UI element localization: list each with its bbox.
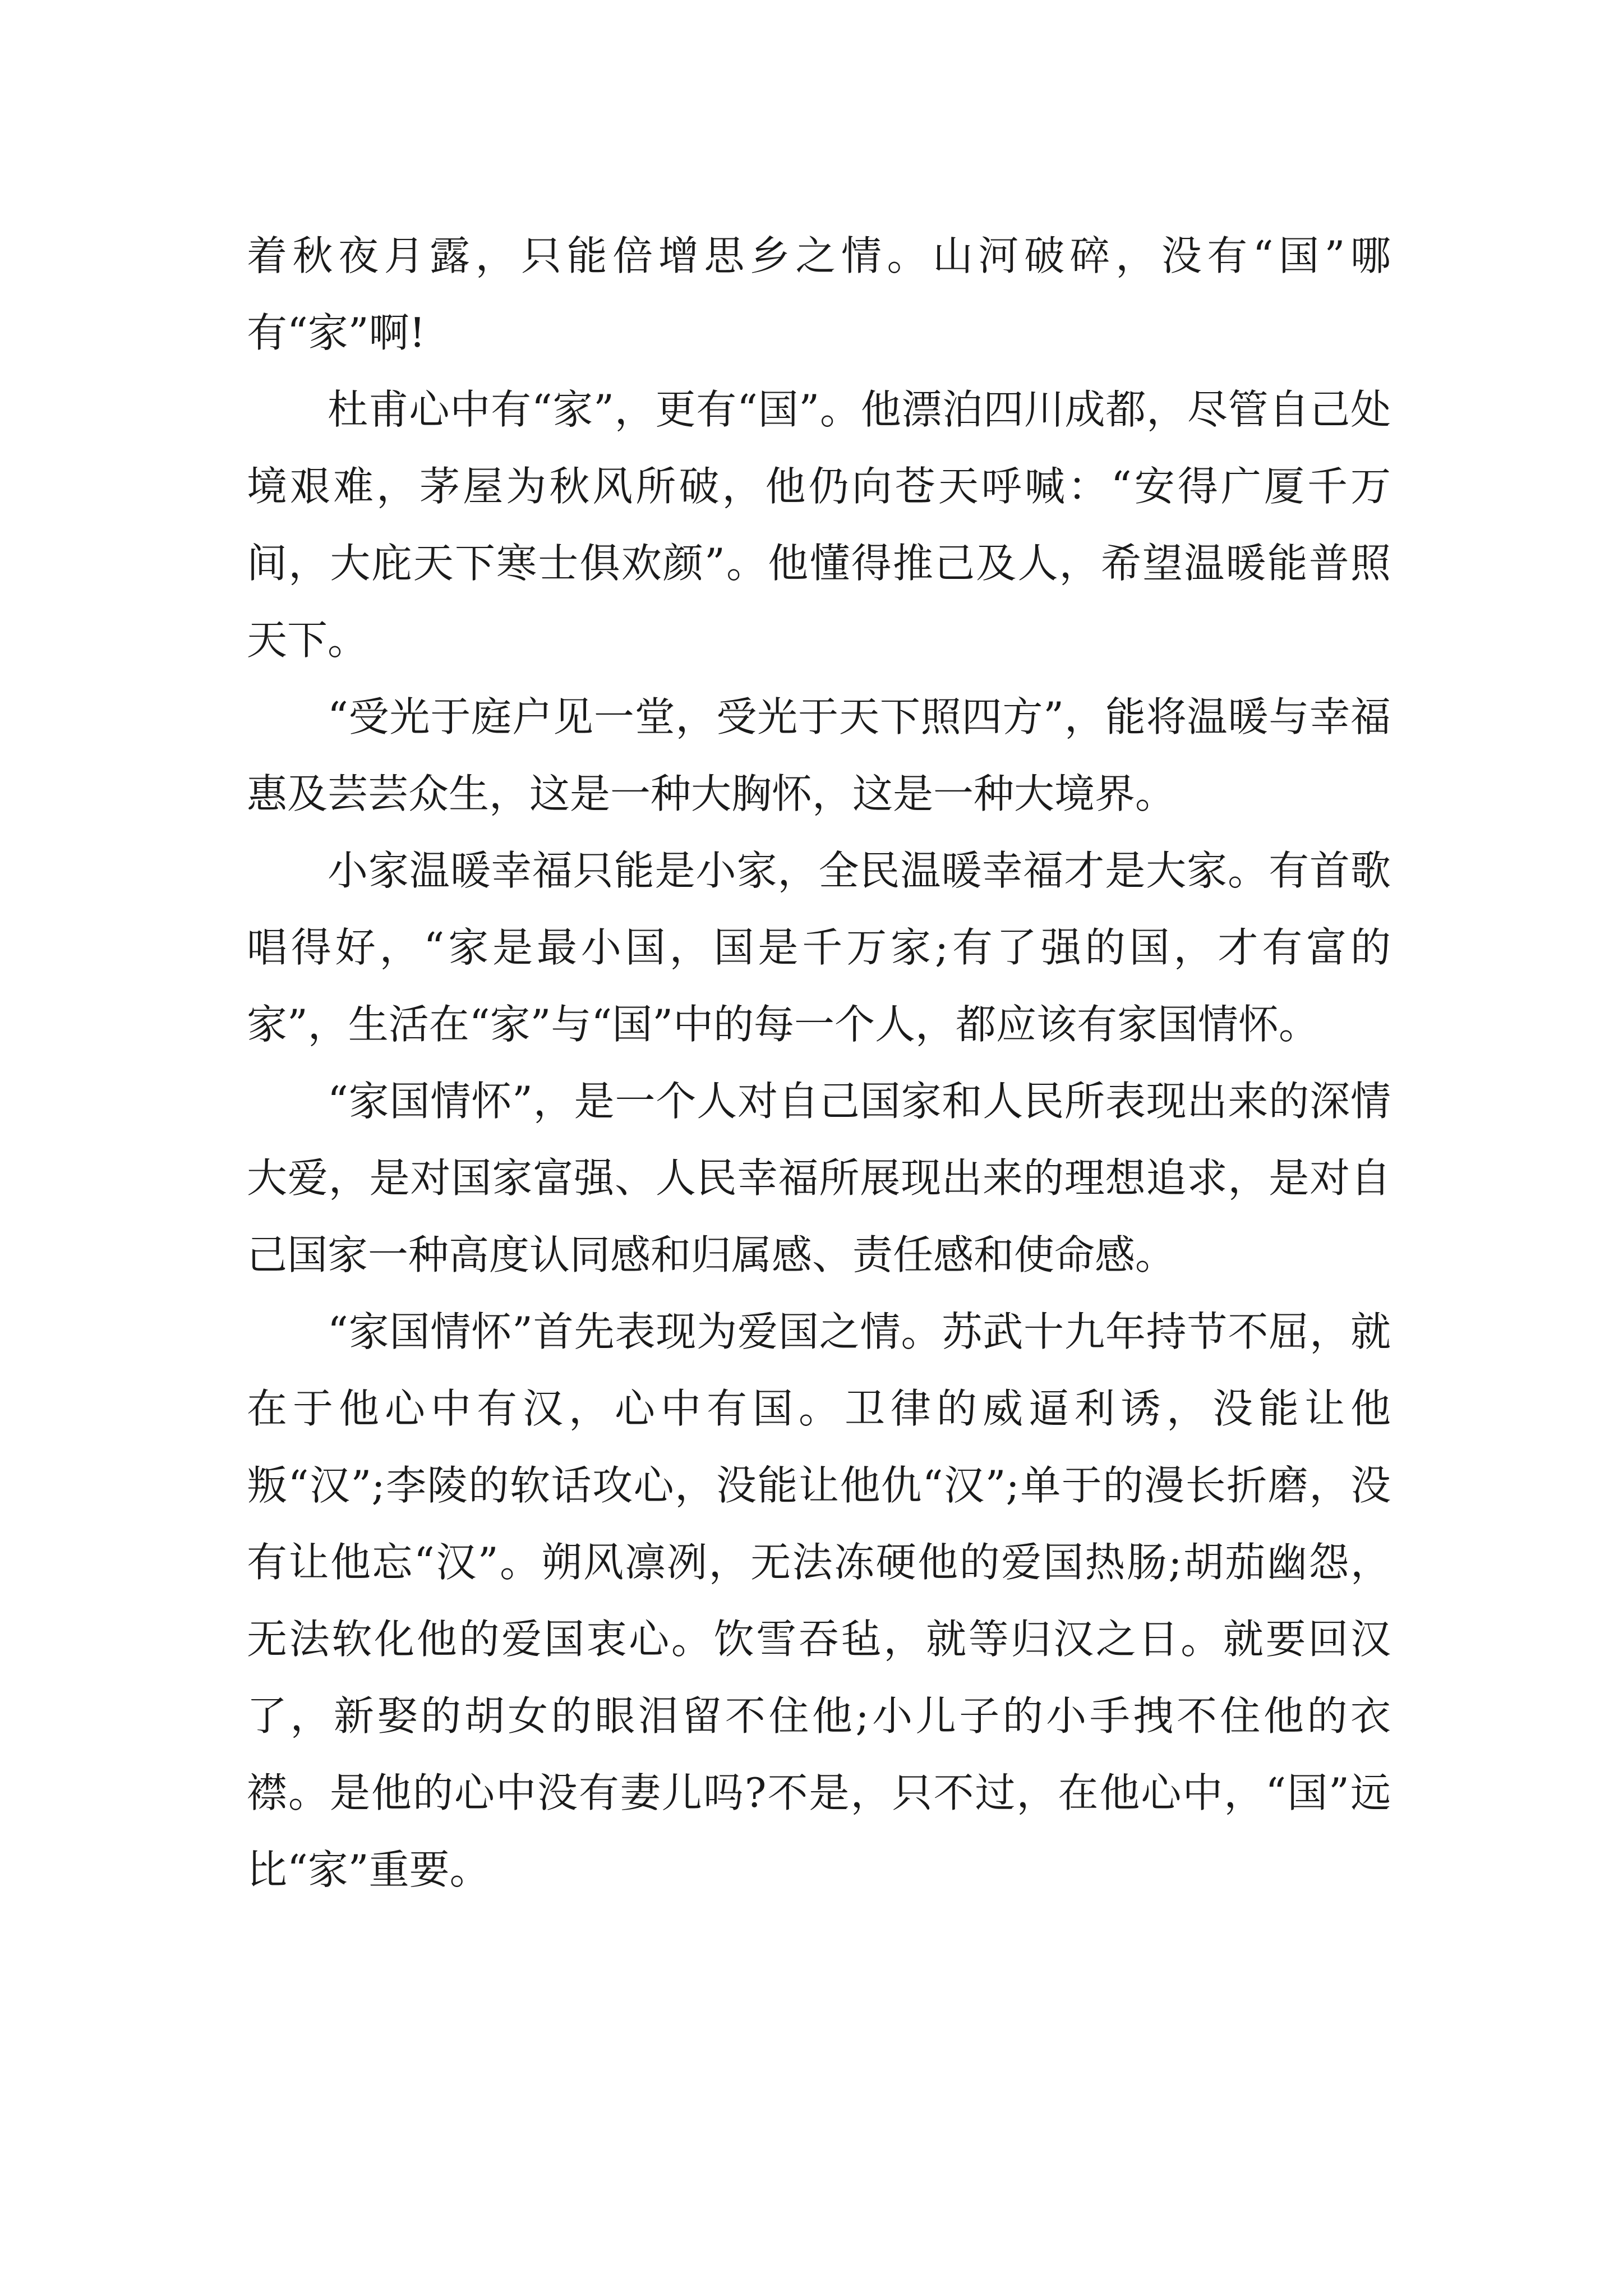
paragraph-6: “家国情怀”首先表现为爱国之情。苏武十九年持节不屈，就在于他心中有汉，心中有国。卫律的威逼利诱，没能让他叛“汉”;李陵的软话攻心，没能让他仇“汉”;单于的漫长折磨，没有让他忘“汉”。朔风凛冽，无法冻硬他的爱国热肠;胡茄幽怨，无法软化他的爱国衷心。饮雪吞毡，就等归汉之日。就要回汉了，新娶的胡女的眼泪留不住他;小儿子的小手拽不住他的衣襟。是他的心中没有妻儿吗?不是，只不过，在他心中，“国”远比“家”重要。 [247,1308,1391,1893]
paragraph-5: “家国情怀”，是一个人对自己国家和人民所表现出来的深情大爱，是对国家富强、人民幸福所展现出来的理想追求，是对自己国家一种高度认同感和归属感、责任感和使命感。 [247,1078,1391,1278]
paragraph-3: “受光于庭户见一堂，受光于天下照四方”，能将温暖与幸福惠及芸芸众生，这是一种大胸怀，这是一种大境界。 [247,693,1391,817]
paragraph-2: 杜甫心中有“家”，更有“国”。他漂泊四川成都，尽管自己处境艰难，茅屋为秋风所破，他仍向苍天呼喊：“安得广厦千万间，大庇天下寒士俱欢颜”。他懂得推己及人，希望温暖能普照天下。 [247,386,1391,664]
document-body [247,218,1391,1908]
paragraph-4: 小家温暖幸福只能是小家，全民温暖幸福才是大家。有首歌唱得好，“家是最小国，国是千万家;有了强的国，才有富的家”，生活在“家”与“国”中的每一个人，都应该有家国情怀。 [247,847,1391,1048]
paragraph-1: 着秋夜月露，只能倍增思乡之情。山河破碎，没有“国”哪有“家”啊! [247,232,1391,356]
